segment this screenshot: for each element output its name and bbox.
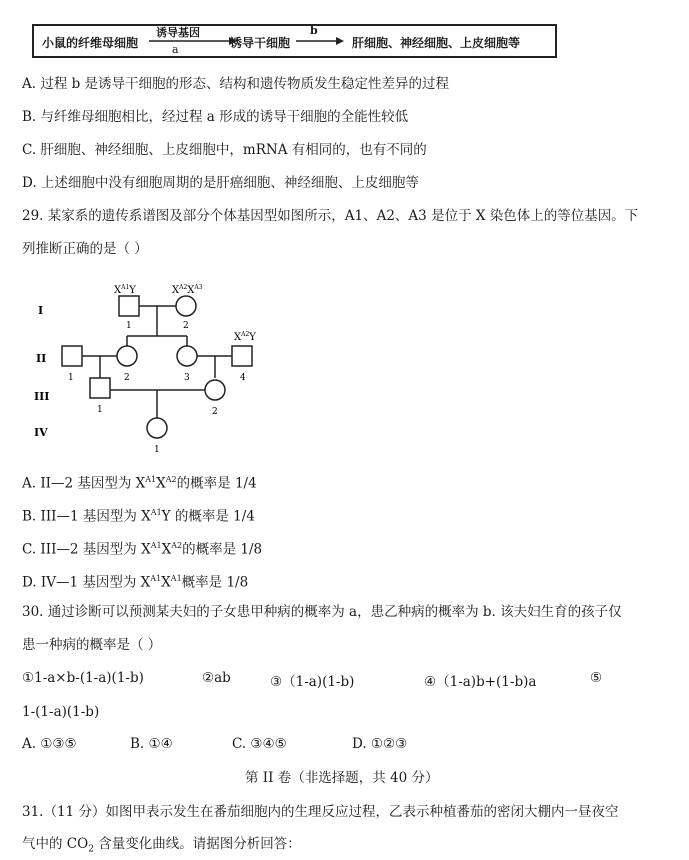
q28-option-b: B. 与纤维母细胞相比，经过程 a 形成的诱导干细胞的全能性较低 [22, 109, 409, 125]
q30-stem-line2: 患一种病的概率是（ ） [22, 637, 162, 653]
i2-female-circle [176, 296, 196, 316]
svg-text:2: 2 [212, 407, 218, 417]
svg-text:1: 1 [97, 405, 103, 415]
flow-start: 小鼠的纤维母细胞 [42, 36, 139, 50]
q30-stem-line1: 30. 通过诊断可以预测某夫妇的子女患甲种病的概率为 a，患乙种病的概率为 b. 该夫妇生育的孩子仅 [22, 604, 622, 620]
q30-item-5: ⑤ [590, 670, 603, 686]
q31-stem-line2: 气中的 $CO_2$ 含量变化曲线。请据图分析回答： [22, 836, 301, 855]
i2-genotype: $X^{A2}X^{A3}$ [172, 284, 203, 296]
gen-label-i: I [38, 304, 44, 317]
ii4-male-square [232, 346, 252, 366]
flow-end: 肝细胞、神经细胞、上皮细胞等 [352, 36, 521, 50]
q30-choice-c: C. ③④⑤ [232, 736, 287, 752]
ii4-genotype: $X^{A2}Y$ [234, 331, 256, 343]
flow-arrow1-sublabel: a [172, 43, 179, 56]
iv1-female-circle [147, 418, 167, 438]
svg-text:1: 1 [154, 445, 160, 455]
flow-diagram [32, 24, 557, 58]
pedigree-chart [30, 278, 290, 458]
ii3-female-circle [177, 346, 197, 366]
gen-label-iv: IV [34, 426, 48, 439]
i1-male-square [119, 296, 139, 316]
q30-choice-b: B. ①④ [130, 736, 173, 752]
q30-choice-a: A. ①③⑤ [22, 736, 77, 752]
q29-option-d: D. IV—1 基因型为 $X^{A1}X^{A1}$概率是 1/8 [22, 574, 249, 591]
flow-arrow2-icon [296, 32, 346, 46]
gen-label-ii: II [36, 352, 47, 365]
iii2-female-circle [205, 380, 225, 400]
q29-option-c: C. III—2 基因型为 $X^{A1}X^{A2}$的概率是 1/8 [22, 541, 263, 558]
iii1-male-square [90, 378, 110, 398]
ii2-female-circle [117, 346, 137, 366]
flow-arrow1-label: 诱导基因 [156, 26, 200, 39]
svg-text:4: 4 [240, 373, 246, 383]
svg-text:2: 2 [124, 373, 130, 383]
svg-text:3: 3 [184, 373, 190, 383]
q29-stem-line1: 29. 某家系的遗传系谱图及部分个体基因型如图所示，A1、A2、A3 是位于 X 染色体上的等位基因。下 [22, 208, 639, 224]
q28-option-a: A. 过程 b 是诱导干细胞的形态、结构和遗传物质发生稳定性差异的过程 [22, 76, 450, 92]
q29-option-a: A. II—2 基因型为 $X^{A1}X^{A2}$的概率是 1/4 [22, 475, 257, 492]
section-heading: 第 II 卷（非选择题，共 40 分） [245, 770, 439, 786]
flow-arrow2-label: b [310, 24, 318, 37]
ii1-male-square [62, 346, 82, 366]
flow-arrow1-icon [149, 32, 239, 46]
q30-item-3: ③（1-a)(1-b) [270, 674, 355, 690]
q29-stem-line2: 列推断正确的是（ ） [22, 241, 148, 257]
q30-item-5-cont: 1-(1-a)(1-b) [22, 704, 100, 720]
q30-item-2: ②ab [202, 670, 231, 686]
q29-option-b: B. III—1 基因型为 $X^{A1}Y$ 的概率是 1/4 [22, 508, 255, 525]
svg-text:2: 2 [183, 321, 189, 331]
i1-genotype: $X^{A1}Y$ [114, 284, 136, 296]
q30-item-4: ④（1-a)b+(1-b)a [424, 674, 537, 690]
q28-option-d: D. 上述细胞中没有细胞周期的是肝癌细胞、神经细胞、上皮细胞等 [22, 175, 419, 191]
flow-middle: 诱导干细胞 [230, 36, 291, 50]
q31-stem-line1: 31.（11 分）如图甲表示发生在番茄细胞内的生理反应过程，乙表示种植番茄的密闭大棚内一昼夜空 [22, 804, 619, 820]
svg-text:1: 1 [68, 373, 74, 383]
svg-text:1: 1 [126, 321, 132, 331]
q30-choice-d: D. ①②③ [352, 736, 408, 752]
gen-label-iii: III [34, 390, 50, 403]
q30-item-1: ①1-a×b-(1-a)(1-b) [22, 670, 144, 686]
q28-option-c: C. 肝细胞、神经细胞、上皮细胞中，mRNA 有相同的，也有不同的 [22, 142, 427, 158]
